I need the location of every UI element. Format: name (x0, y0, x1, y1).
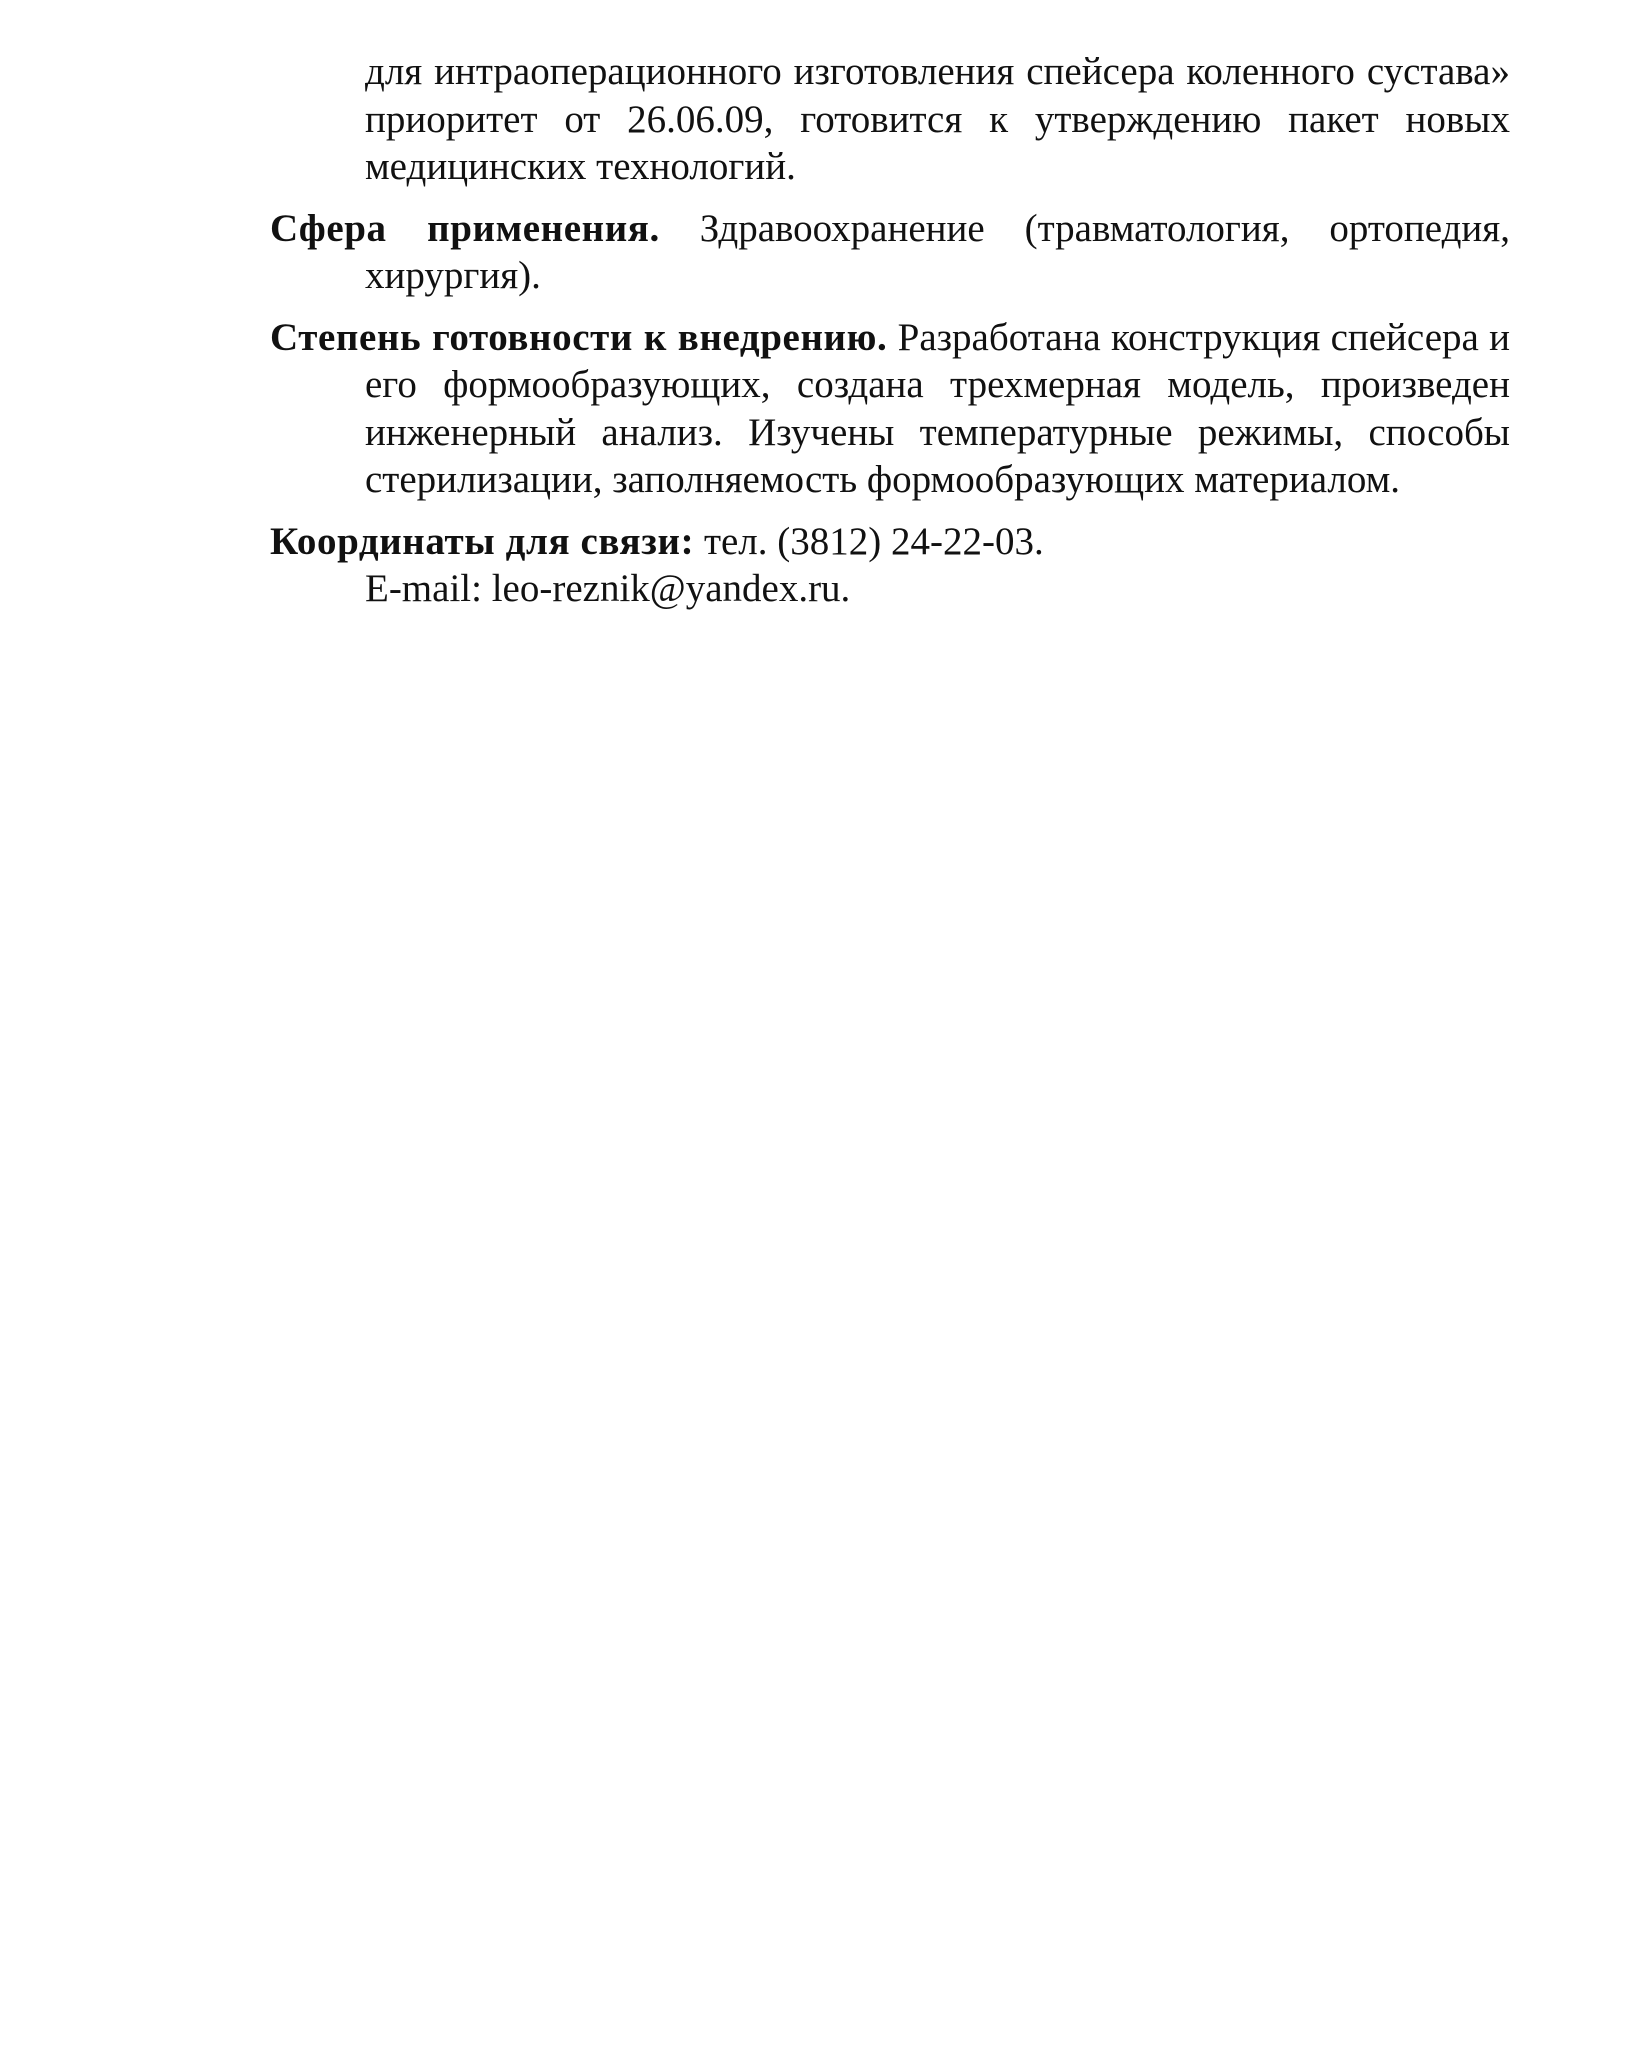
contacts-line (270, 518, 1510, 566)
contacts-label: Координаты для связи: (270, 519, 695, 563)
contacts-email[interactable]: E-mail: leo-reznik@yandex.ru. (365, 567, 851, 610)
readiness-paragraph (270, 314, 1510, 504)
contacts-block (270, 518, 1510, 613)
sphere-text: Здравоохранение (травматология, ортопедия, хирургия). (365, 206, 1510, 297)
contacts-phone: тел. (3812) 24-22-03. (694, 519, 1044, 563)
readiness-text: Разработана конструкция спейсера и его формообразующих, создана трехмерная модель, произведен инженерный анализ. Изучены температурные режимы, способы стерилизации, заполняемость формообразующих материалом. (365, 315, 1510, 501)
sphere-label: Сфера применения. (270, 206, 660, 250)
sphere-paragraph (270, 205, 1510, 300)
continuation-paragraph: для интраоперационного изготовления спейсера коленного сустава» приоритет от 26.06.09, готовится к утверждению пакет новых медицинских технологий. (365, 50, 1510, 188)
readiness-label: Степень готовности к внедрению. (270, 315, 888, 359)
document-page (270, 48, 1510, 613)
